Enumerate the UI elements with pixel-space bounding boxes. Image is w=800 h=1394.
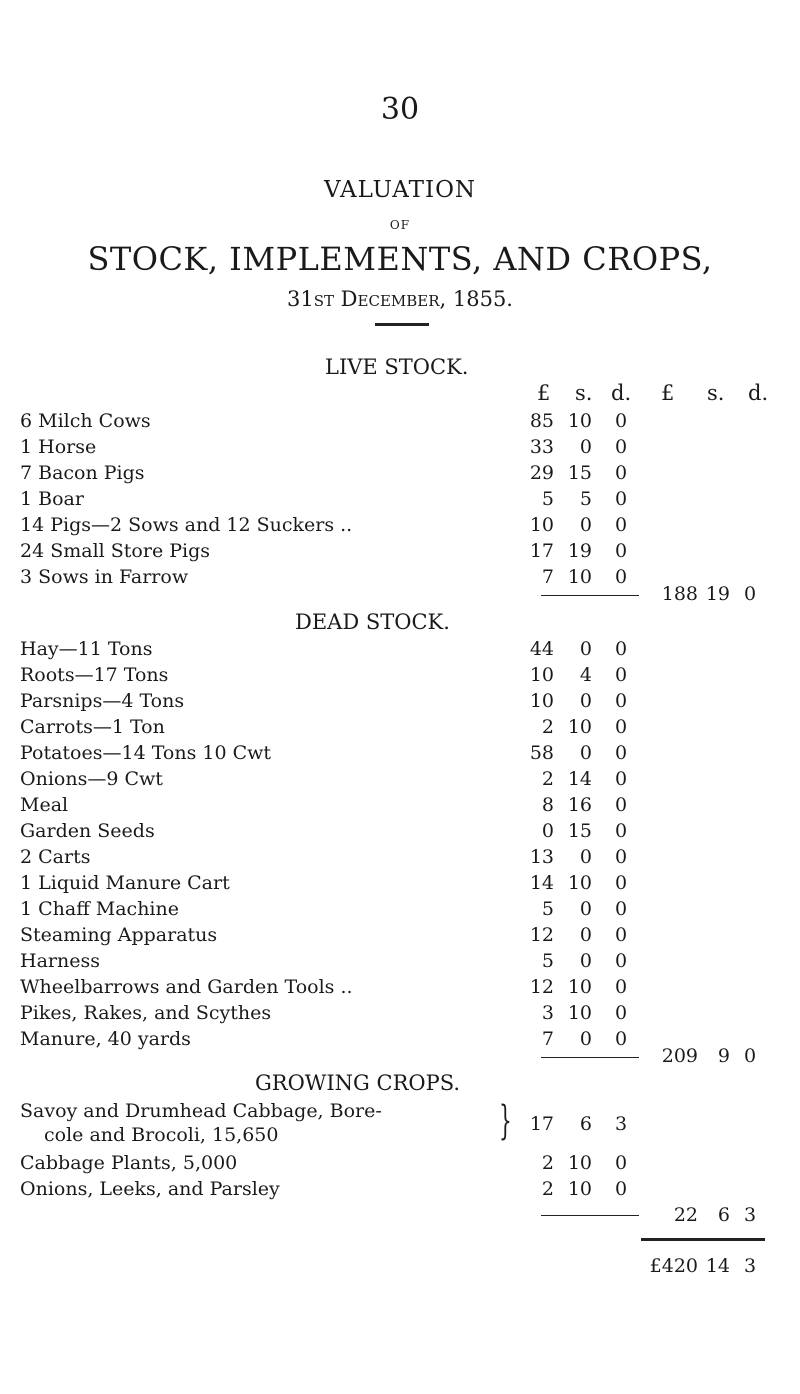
item-label-line2: cole and Brocoli, 15,650 — [44, 1124, 279, 1146]
subtotal-pounds: 22 — [673, 1204, 698, 1226]
item-pounds: 10 — [529, 514, 554, 536]
table-row — [0, 976, 800, 1000]
item-label: 1 Liquid Manure Cart — [20, 872, 230, 894]
title-valuation: VALUATION — [323, 177, 477, 203]
item-pence: 0 — [614, 872, 628, 894]
item-pounds: 0 — [541, 820, 554, 842]
item-pence: 0 — [614, 690, 628, 712]
growing-crops-heading: GROWING CROPS. — [255, 1071, 461, 1095]
table-row — [0, 1152, 800, 1176]
table-row — [0, 846, 800, 870]
item-pounds: 2 — [541, 1152, 554, 1174]
item-shillings: 0 — [579, 898, 592, 920]
subtotal-shillings: 6 — [717, 1204, 730, 1226]
item-shillings: 0 — [579, 514, 592, 536]
item-pence: 0 — [614, 846, 628, 868]
item-pence: 3 — [614, 1113, 628, 1135]
subtotal-pounds: 209 — [661, 1045, 698, 1067]
item-pence: 0 — [614, 638, 628, 660]
table-row — [0, 410, 800, 434]
table-row — [0, 462, 800, 486]
item-pence: 0 — [614, 1028, 628, 1050]
grand-total-rule — [641, 1238, 765, 1241]
item-pounds: 7 — [541, 566, 554, 588]
header-total-pounds: £ — [661, 381, 675, 405]
item-pounds: 3 — [541, 1002, 554, 1024]
table-row — [0, 872, 800, 896]
grand-total-shillings: 14 — [705, 1255, 730, 1277]
grand-total-pence: 3 — [743, 1255, 757, 1277]
table-row — [0, 924, 800, 948]
item-label: Steaming Apparatus — [20, 924, 218, 946]
item-pounds: 12 — [529, 976, 554, 998]
growing-crops-subtotal — [0, 1204, 800, 1228]
item-shillings: 10 — [567, 976, 592, 998]
item-pence: 0 — [614, 566, 628, 588]
subtotal-pence: 3 — [743, 1204, 757, 1226]
item-label: Onions—9 Cwt — [20, 768, 163, 790]
item-shillings: 15 — [567, 820, 592, 842]
table-row — [0, 540, 800, 564]
item-label: Carrots—1 Ton — [20, 716, 165, 738]
item-pounds: 10 — [529, 690, 554, 712]
table-row — [0, 1002, 800, 1026]
subtotal-shillings: 9 — [717, 1045, 730, 1067]
subtotal-pence: 0 — [743, 583, 757, 605]
item-shillings: 10 — [567, 1178, 592, 1200]
item-shillings: 10 — [567, 1002, 592, 1024]
item-pounds: 10 — [529, 664, 554, 686]
table-row — [0, 514, 800, 538]
table-row — [0, 742, 800, 766]
item-shillings: 0 — [579, 742, 592, 764]
item-shillings: 0 — [579, 950, 592, 972]
item-pounds: 58 — [529, 742, 554, 764]
page-number: 30 — [380, 92, 420, 127]
item-label: 1 Boar — [20, 488, 84, 510]
table-row — [0, 898, 800, 922]
item-pence: 0 — [614, 664, 628, 686]
header-pounds: £ — [537, 381, 551, 405]
item-pounds: 85 — [529, 410, 554, 432]
item-label: Cabbage Plants, 5,000 — [20, 1152, 238, 1174]
item-pounds: 2 — [541, 768, 554, 790]
item-shillings: 10 — [567, 410, 592, 432]
item-pounds: 33 — [529, 436, 554, 458]
item-label: Onions, Leeks, and Parsley — [20, 1178, 280, 1200]
item-shillings: 0 — [579, 690, 592, 712]
subtotal-pounds: 188 — [661, 583, 698, 605]
item-label: Pikes, Rakes, and Scythes — [20, 1002, 272, 1024]
item-shillings: 0 — [579, 436, 592, 458]
table-row — [0, 436, 800, 460]
item-pounds: 17 — [529, 540, 554, 562]
item-shillings: 10 — [567, 1152, 592, 1174]
item-label: Manure, 40 yards — [20, 1028, 191, 1050]
item-pounds: 13 — [529, 846, 554, 868]
table-row — [0, 664, 800, 688]
title-main: STOCK, IMPLEMENTS, AND CROPS, — [87, 240, 713, 278]
grand-total — [0, 1255, 800, 1279]
live-stock-heading: LIVE STOCK. — [325, 355, 469, 379]
item-pence: 0 — [614, 462, 628, 484]
item-pounds: 5 — [541, 488, 554, 510]
item-pence: 0 — [614, 768, 628, 790]
table-row — [0, 638, 800, 662]
item-label: Potatoes—14 Tons 10 Cwt — [20, 742, 272, 764]
title-of: OF — [389, 218, 411, 232]
item-shillings: 10 — [567, 716, 592, 738]
subtotal-pence: 0 — [743, 1045, 757, 1067]
item-label: Hay—11 Tons — [20, 638, 153, 660]
item-label: Parsnips—4 Tons — [20, 690, 185, 712]
item-pence: 0 — [614, 1178, 628, 1200]
item-pounds: 7 — [541, 1028, 554, 1050]
dead-stock-heading: DEAD STOCK. — [295, 610, 450, 634]
item-label: Garden Seeds — [20, 820, 155, 842]
item-label: 1 Chaff Machine — [20, 898, 179, 920]
item-pence: 0 — [614, 924, 628, 946]
item-pence: 0 — [614, 540, 628, 562]
table-row — [0, 1113, 800, 1137]
item-label: 3 Sows in Farrow — [20, 566, 189, 588]
item-pence: 0 — [614, 716, 628, 738]
item-pence: 0 — [614, 488, 628, 510]
item-label: 14 Pigs—2 Sows and 12 Suckers .. — [20, 514, 353, 536]
item-pence: 0 — [614, 436, 628, 458]
table-row — [0, 768, 800, 792]
item-shillings: 10 — [567, 566, 592, 588]
item-shillings: 4 — [579, 664, 592, 686]
header-shillings: s. — [575, 381, 593, 405]
table-row — [0, 950, 800, 974]
header-pence: d. — [611, 381, 632, 405]
item-pounds: 8 — [541, 794, 554, 816]
item-shillings: 0 — [579, 1028, 592, 1050]
grand-total-pounds: £420 — [649, 1255, 698, 1277]
item-shillings: 14 — [567, 768, 592, 790]
item-pence: 0 — [614, 820, 628, 842]
subtotal-shillings: 19 — [705, 583, 730, 605]
item-pence: 0 — [614, 950, 628, 972]
table-row — [0, 690, 800, 714]
item-pounds: 44 — [529, 638, 554, 660]
item-pounds: 17 — [529, 1113, 554, 1135]
item-shillings: 16 — [567, 794, 592, 816]
item-label: 2 Carts — [20, 846, 91, 868]
title-divider — [375, 323, 429, 326]
item-shillings: 0 — [579, 924, 592, 946]
item-label: Wheelbarrows and Garden Tools .. — [20, 976, 353, 998]
item-label: Roots—17 Tons — [20, 664, 169, 686]
item-shillings: 0 — [579, 638, 592, 660]
live-stock-subtotal — [0, 583, 800, 607]
item-shillings: 0 — [579, 846, 592, 868]
dead-stock-subtotal — [0, 1045, 800, 1069]
item-label: Meal — [20, 794, 69, 816]
table-row — [0, 1178, 800, 1202]
item-pounds: 12 — [529, 924, 554, 946]
item-shillings: 10 — [567, 872, 592, 894]
item-pence: 0 — [614, 1002, 628, 1024]
item-pence: 0 — [614, 898, 628, 920]
table-row — [0, 716, 800, 740]
table-row — [0, 820, 800, 844]
table-row — [0, 488, 800, 512]
item-pounds: 5 — [541, 898, 554, 920]
item-label: 7 Bacon Pigs — [20, 462, 145, 484]
item-pounds: 2 — [541, 716, 554, 738]
item-pence: 0 — [614, 514, 628, 536]
header-total-pence: d. — [748, 381, 769, 405]
item-pounds: 2 — [541, 1178, 554, 1200]
item-pence: 0 — [614, 976, 628, 998]
item-shillings: 19 — [567, 540, 592, 562]
item-label: 24 Small Store Pigs — [20, 540, 210, 562]
item-pounds: 14 — [529, 872, 554, 894]
brace-icon: } — [499, 1098, 512, 1144]
item-label: Harness — [20, 950, 100, 972]
item-pence: 0 — [614, 742, 628, 764]
table-row — [0, 794, 800, 818]
item-label-line1: Savoy and Drumhead Cabbage, Bore- — [20, 1100, 382, 1122]
item-pence: 0 — [614, 794, 628, 816]
item-shillings: 15 — [567, 462, 592, 484]
item-pounds: 5 — [541, 950, 554, 972]
title-date: 31st December, 1855. — [287, 287, 513, 311]
header-total-shillings: s. — [707, 381, 725, 405]
item-pounds: 29 — [529, 462, 554, 484]
item-shillings: 5 — [579, 488, 592, 510]
item-pence: 0 — [614, 410, 628, 432]
item-label: 6 Milch Cows — [20, 410, 151, 432]
item-pence: 0 — [614, 1152, 628, 1174]
item-label: 1 Horse — [20, 436, 97, 458]
item-shillings: 6 — [579, 1113, 592, 1135]
